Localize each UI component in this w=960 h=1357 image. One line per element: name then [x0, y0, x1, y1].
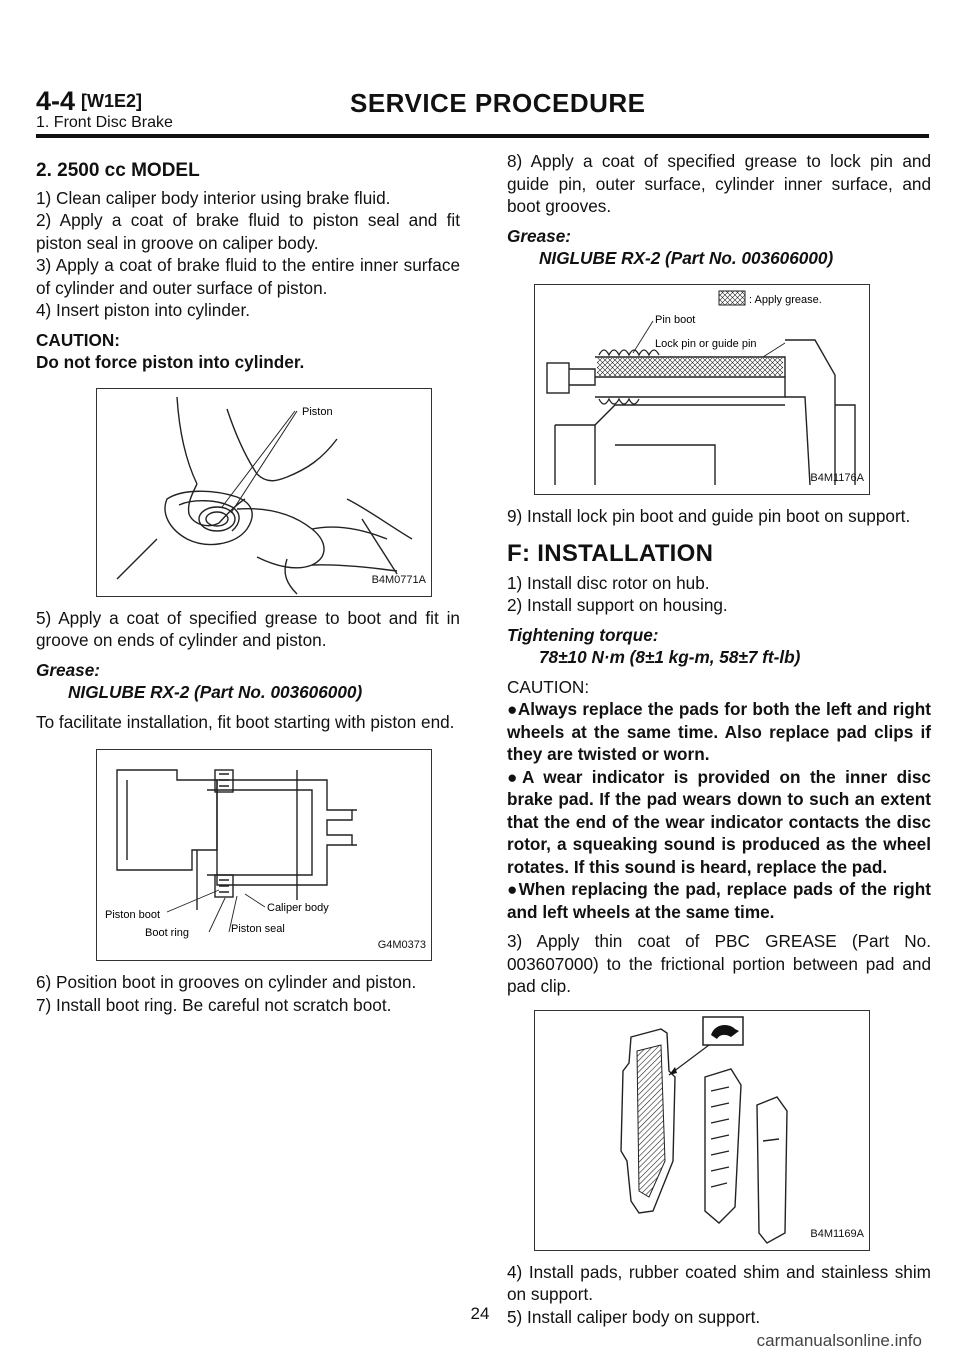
caution-label: CAUTION: — [36, 329, 121, 350]
page-subtitle: 1. Front Disc Brake — [36, 114, 173, 131]
figure-code: B4M0771A — [371, 574, 426, 586]
figure-code: G4M0373 — [377, 938, 426, 951]
step-8: 8) Apply a coat of specified grease to lock pin and guide pin, outer surface, cylinder inner surface, and boot grooves. — [507, 151, 931, 216]
watermark: carmanualsonline.info — [756, 1331, 922, 1350]
step-3: 3) Apply a coat of brake fluid to the entire inner surface of cylinder and outer surface of piston. — [36, 255, 460, 298]
grease-label: Grease: — [36, 659, 101, 680]
figure-caliper-section — [96, 749, 432, 961]
caution-text: Do not force piston into cylinder. — [36, 352, 305, 372]
install-step-5: 5) Install caliper body on support. — [507, 1306, 761, 1327]
figure-code: B4M1176A — [810, 472, 864, 484]
piston-illustration — [97, 389, 431, 596]
step-6: 6) Position boot in grooves on cylinder and piston. — [36, 972, 417, 992]
fig3-legend: : Apply grease. — [749, 293, 822, 306]
grease-value: NIGLUBE RX-2 (Part No. 003606000) — [68, 682, 363, 702]
step-7: 7) Install boot ring. Be careful not scratch boot. — [36, 994, 392, 1015]
fig2-label-body: Caliper body — [267, 902, 329, 914]
grease-value: NIGLUBE RX-2 (Part No. 003606000) — [539, 248, 834, 268]
caution-label: CAUTION: — [507, 676, 590, 697]
figure-piston-insert — [96, 388, 432, 597]
step-1: 1) Clean caliper body interior using brake fluid. — [36, 187, 391, 208]
facilitate-note: To facilitate installation, fit boot starting with piston end. — [36, 711, 455, 732]
fig3-label-boot: Pin boot — [655, 313, 696, 326]
bullet-icon: ● — [507, 879, 519, 899]
fig1-label-piston: Piston — [302, 405, 333, 418]
caution-item: ●Always replace the pads for both the left and right wheels at the same time. Also replace pad clips if they are twisted or worn. — [507, 699, 931, 764]
step-4: 4) Insert piston into cylinder. — [36, 300, 250, 320]
figure-code: B4M1169A — [810, 1228, 864, 1240]
install-step-2: 2) Install support on housing. — [507, 595, 728, 615]
section-ref: [W1E2] — [81, 91, 143, 111]
brake-pads-illustration — [535, 1011, 869, 1250]
figure-brake-pads — [534, 1010, 870, 1251]
install-step-4: 4) Install pads, rubber coated shim and stainless shim on support. — [507, 1261, 931, 1304]
section-number: 4-4 — [36, 86, 76, 116]
fig2-label-seal: Piston seal — [231, 923, 285, 935]
page-number: 24 — [470, 1304, 490, 1323]
fig2-label-boot: Piston boot — [105, 909, 161, 921]
step-9: 9) Install lock pin boot and guide pin boot on support. — [507, 505, 911, 526]
header-rule — [36, 134, 929, 138]
page-title: SERVICE PROCEDURE — [350, 88, 646, 118]
install-step-3: 3) Apply thin coat of PBC GREASE (Part No. 003607000) to the frictional portion between pad and pad clip. — [507, 931, 931, 996]
pin-boot-illustration — [535, 285, 869, 494]
figure-pin-boot — [534, 284, 870, 495]
subsection-heading: 2. 2500 cc MODEL — [36, 160, 200, 181]
section-heading-installation: F: INSTALLATION — [507, 540, 714, 567]
caliper-section-illustration — [97, 750, 431, 960]
step-2: 2) Apply a coat of brake fluid to piston seal and fit piston seal in groove on caliper body. — [36, 210, 460, 253]
grease-label: Grease: — [507, 225, 572, 246]
bullet-icon: ● — [507, 699, 518, 719]
caution-item: ●When replacing the pad, replace pads of the right and left wheels at the same time. — [507, 879, 931, 922]
fig2-label-ring: Boot ring — [145, 927, 190, 939]
section-code — [36, 86, 142, 117]
fig3-label-pin: Lock pin or guide pin — [655, 337, 757, 350]
torque-value: 78±10 N·m (8±1 kg-m, 58±7 ft-lb) — [539, 647, 801, 667]
left-column — [36, 150, 460, 1016]
right-column — [507, 150, 931, 1328]
install-step-1: 1) Install disc rotor on hub. — [507, 572, 710, 593]
torque-label: Tightening torque: — [507, 624, 659, 645]
step-5: 5) Apply a coat of specified grease to boot and fit in groove on ends of cylinder and piston. — [36, 607, 460, 650]
bullet-icon: ● — [507, 766, 523, 787]
caution-item: ●A wear indicator is provided on the inner disc brake pad. If the pad wears down to such an extent that the end of the wear indicator contacts the disc rotor, a squeaking sound is produced as the wheel rotates. If this sound is heard, replace the pad. — [507, 766, 931, 877]
